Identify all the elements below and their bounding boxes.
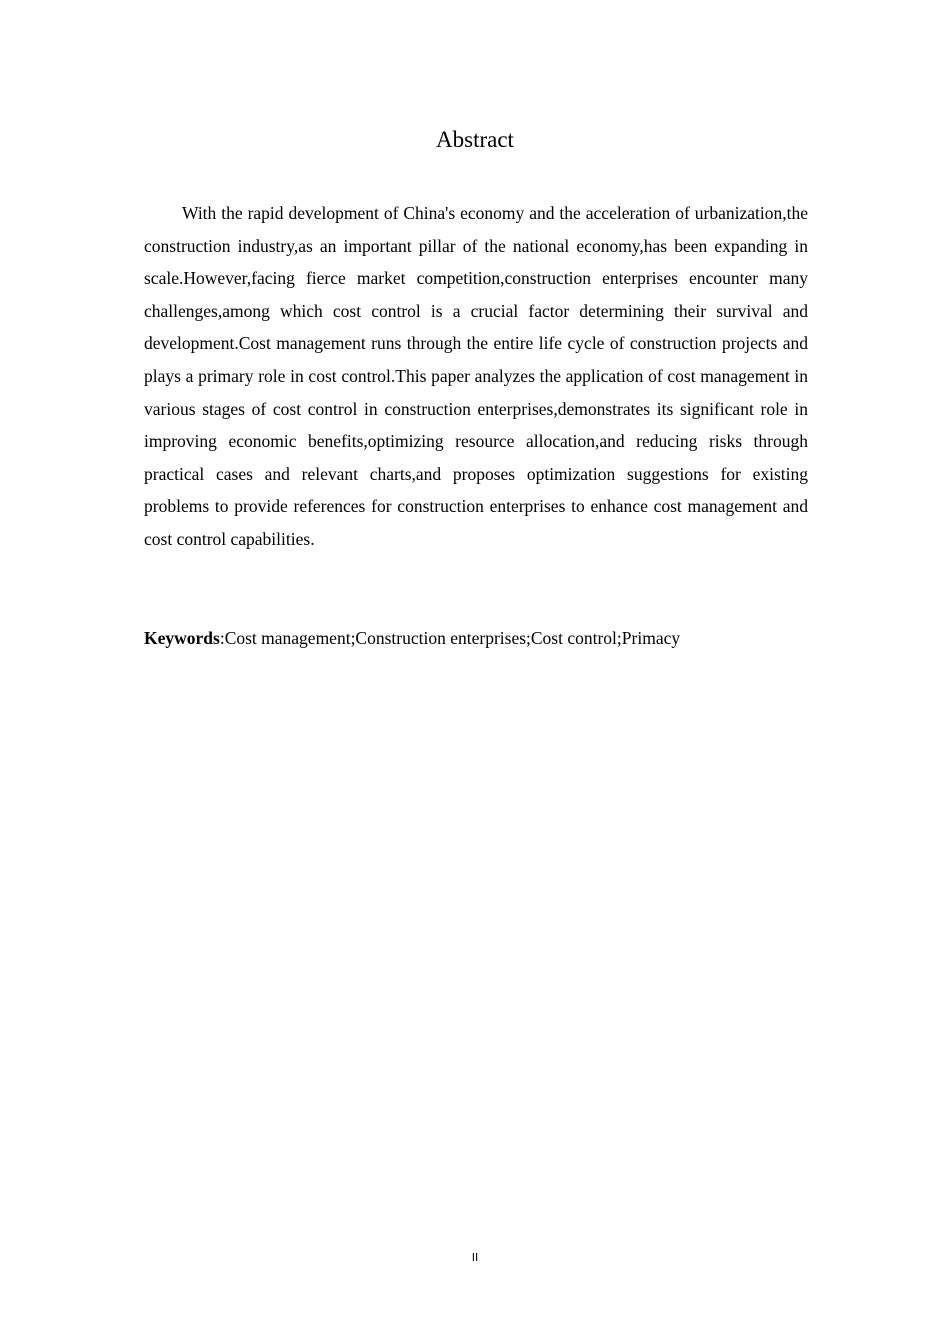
keywords-line bbox=[144, 624, 808, 652]
page-number: II bbox=[471, 1251, 479, 1264]
keywords-label: Keywords bbox=[144, 628, 220, 648]
abstract-title: Abstract bbox=[436, 127, 514, 152]
keywords-text: :Cost management;Construction enterprises;Cost control;Primacy bbox=[219, 628, 681, 648]
abstract-body: With the rapid development of China's economy and the acceleration of urbanization,the construction industry,as an important pillar of the national economy,has been expanding in scale.However,facing fierce market competition,construction enterprises encounter many challenges,among which cost control is a crucial factor determining their survival and development.Cost management runs through the entire life cycle of construction projects and plays a primary role in cost control.This paper analyzes the application of cost management in various stages of cost control in construction enterprises,demonstrates its significant role in improving economic benefits,optimizing resource allocation,and reducing risks through practical cases and relevant charts,and proposes optimization suggestions for existing problems to provide references for construction enterprises to enhance cost management and cost control capabilities. bbox=[144, 203, 808, 549]
